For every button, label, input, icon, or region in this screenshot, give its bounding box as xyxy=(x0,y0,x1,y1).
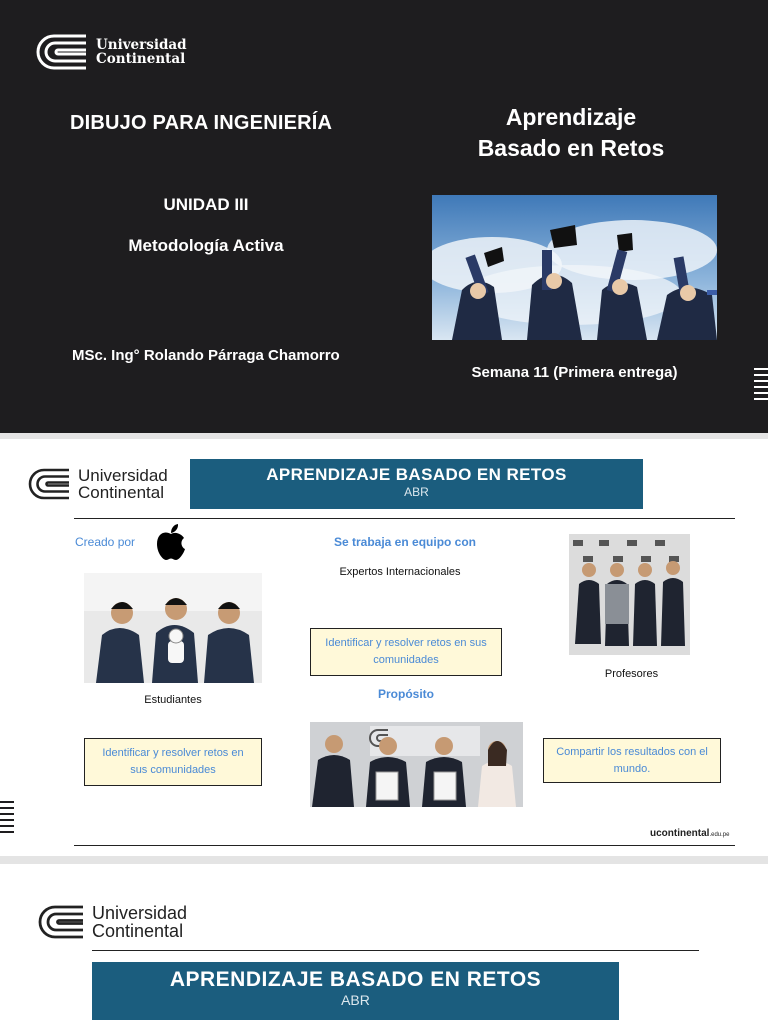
abr-banner xyxy=(92,962,619,1020)
top-divider xyxy=(74,518,735,519)
students-caption: Estudiantes xyxy=(144,694,202,706)
continental-logo-icon xyxy=(38,904,84,940)
purpose-heading: Propósito xyxy=(378,687,434,701)
continental-logo-icon xyxy=(34,32,88,72)
slide-separator xyxy=(0,856,768,864)
week-label: Semana 11 (Primera entrega) xyxy=(471,364,678,381)
slide-2-abr-overview xyxy=(0,439,768,856)
professors-caption: Profesores xyxy=(604,668,659,680)
apple-logo-icon xyxy=(155,523,187,561)
abr-banner xyxy=(190,459,643,509)
footer-url xyxy=(650,828,729,839)
footer-url-suffix: .edu.pe xyxy=(709,832,730,838)
experts-label: Expertos Internacionales xyxy=(339,566,461,578)
university-name-line2: Continental xyxy=(92,921,184,941)
teamwork-heading: Se trabaja en equipo con xyxy=(333,535,477,549)
left-goal-box: Identificar y resolver retos en sus comunidades xyxy=(84,738,262,786)
banner-subtitle: ABR xyxy=(341,992,370,1008)
footer-url-domain: ucontinental xyxy=(650,828,710,839)
university-name xyxy=(96,38,187,66)
course-title: DIBUJO PARA INGENIERÍA xyxy=(70,112,333,134)
abr-title-line1: Aprendizaje xyxy=(505,104,637,130)
center-goal-box: Identificar y resolver retos en sus comunidades xyxy=(310,628,502,676)
decorative-stripes-icon xyxy=(754,368,768,400)
decorative-stripes-icon xyxy=(0,801,14,833)
bottom-divider xyxy=(74,845,735,846)
created-by-label: Creado por xyxy=(75,535,136,549)
university-name xyxy=(78,467,168,501)
university-name-line2: Continental xyxy=(96,51,186,67)
continental-logo-icon xyxy=(28,467,70,501)
abr-title xyxy=(455,102,687,164)
slide-3-abr xyxy=(0,864,768,1024)
university-logo xyxy=(34,32,187,72)
banner-subtitle: ABR xyxy=(404,485,429,499)
share-results-box: Compartir los resultados con el mundo. xyxy=(543,738,721,783)
graduation-photo xyxy=(432,195,717,340)
unit-label: UNIDAD III xyxy=(163,195,249,214)
slide-1-title xyxy=(0,0,768,433)
university-name-line2: Continental xyxy=(78,483,165,502)
students-photo xyxy=(84,573,262,683)
university-logo xyxy=(28,467,168,501)
methodology-label: Metodología Activa xyxy=(128,236,284,255)
abr-title-line2: Basado en Retos xyxy=(477,135,665,161)
author-name: MSc. Ing° Rolando Párraga Chamorro xyxy=(72,347,340,364)
university-logo xyxy=(38,904,187,940)
top-divider xyxy=(92,950,699,951)
banner-title: APRENDIZAJE BASADO EN RETOS xyxy=(266,465,567,484)
team-award-photo xyxy=(310,722,523,807)
university-name-line1: Universidad xyxy=(96,36,187,53)
university-name xyxy=(92,904,187,940)
university-name-line1: Universidad xyxy=(78,466,168,485)
professors-photo xyxy=(569,534,690,655)
banner-title: APRENDIZAJE BASADO EN RETOS xyxy=(169,968,542,991)
university-name-line1: Universidad xyxy=(92,903,188,923)
